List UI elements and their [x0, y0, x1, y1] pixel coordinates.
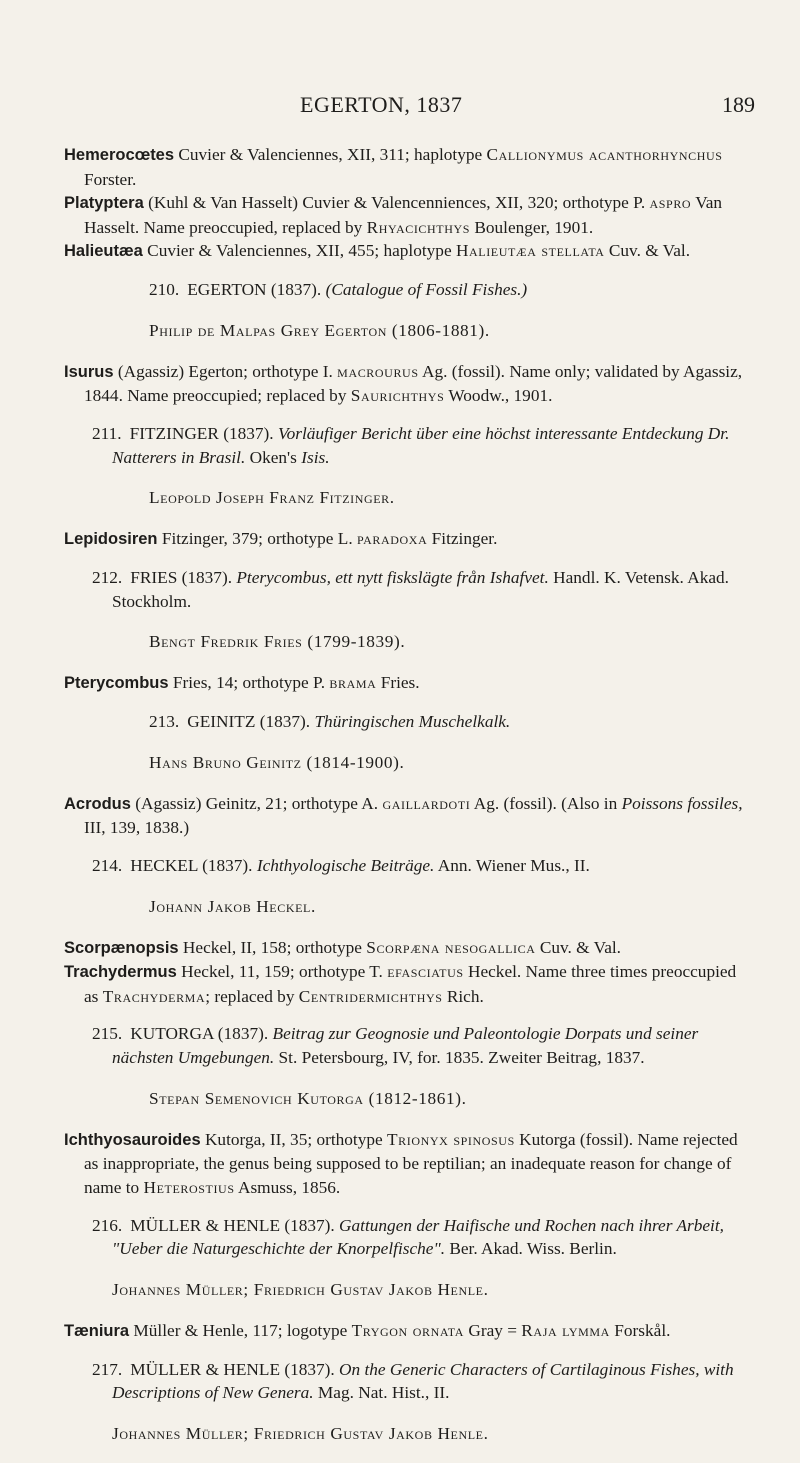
genus-entry-platyptera: Platyptera (Kuhl & Van Hasselt) Cuvier & Valencenniences, XII, 320; orthotype P. aspro Van Hasselt. Name preoccupied, replaced by Rhyacichthys Boulenger, 1901.: [64, 193, 723, 237]
entry-211-author-fullname: Leopold Joseph Franz Fitzinger.: [149, 488, 395, 508]
entry-217-heading: 217. MÜLLER & HENLE (1837). On the Generic Characters of Cartilaginous Fishes, with Descriptions of New Genera. Mag. Nat. Hist., II.: [92, 1359, 734, 1403]
genus-entry-scorpaenopsis: Scorpænopsis Heckel, II, 158; orthotype Scorpæna nesogallica Cuv. & Val.: [64, 937, 621, 957]
genus-entry-pterycombus: Pterycombus Fries, 14; orthotype P. brama Fries.: [64, 673, 420, 693]
entry-214-heading: 214. HECKEL (1837). Ichthyologische Beiträge. Ann. Wiener Mus., II.: [92, 855, 590, 875]
page-body: [64, 143, 750, 1463]
genus-entry-ichthyosauroides: Ichthyosauroides Kutorga, II, 35; orthotype Trionyx spinosus Kutorga (fossil). Name rejected as inappropriate, the genus being supposed to be reptilian; an inadequate reason for change of name to Heterostius Asmuss, 1856.: [64, 1129, 738, 1197]
entry-213-heading: 213. GEINITZ (1837). Thüringischen Muschelkalk.: [149, 711, 511, 731]
page-number: 189: [722, 92, 755, 117]
entry-215-author-fullname: Stepan Semenovich Kutorga (1812-1861).: [149, 1088, 467, 1108]
genus-entry-isurus: Isurus (Agassiz) Egerton; orthotype I. macrourus Ag. (fossil). Name only; validated by Agassiz, 1844. Name preoccupied; replaced by Saurichthys Woodw., 1901.: [64, 361, 743, 406]
genus-entry-trachydermus: Trachydermus Heckel, 11, 159; orthotype T. efasciatus Heckel. Name three times preoccupied as Trachyderma; replaced by Centridermichthys Rich.: [64, 962, 737, 1006]
entry-216-author-fullname: Johannes Müller; Friedrich Gustav Jakob Henle.: [112, 1280, 489, 1300]
entry-210-heading: 210. EGERTON (1837). (Catalogue of Fossil Fishes.): [149, 279, 528, 299]
entry-215-heading: 215. KUTORGA (1837). Beitrag zur Geognosie und Paleontologie Dorpats und seiner nächsten Umgebungen. St. Petersbourg, IV, for. 1835. Zweiter Beitrag, 1837.: [92, 1024, 699, 1067]
genus-entry-lepidosiren: Lepidosiren Fitzinger, 379; orthotype L. paradoxa Fitzinger.: [64, 529, 498, 549]
genus-entry-halieutaea: Halieutæa Cuvier & Valenciennes, XII, 455; haplotype Halieutæa stellata Cuv. & Val.: [64, 241, 691, 261]
entry-210-author-fullname: Philip de Malpas Grey Egerton (1806-1881).: [149, 320, 490, 340]
genus-entry-taeniura: Tæniura Müller & Henle, 117; logotype Trygon ornata Gray = Raja lymma Forskål.: [64, 1320, 671, 1340]
running-head-title: EGERTON, 1837: [300, 92, 463, 117]
entry-216-heading: 216. MÜLLER & HENLE (1837). Gattungen der Haifische und Rochen nach ihrer Arbeit, "Ueber die Naturgeschichte der Knorpelfische". Ber. Akad. Wiss. Berlin.: [92, 1215, 724, 1259]
entry-211-heading: 211. FITZINGER (1837). Vorläufiger Bericht über eine höchst interessante Entdeckung Dr. Natterers in Brasil. Oken's Isis.: [92, 423, 730, 467]
entry-213-author-fullname: Hans Bruno Geinitz (1814-1900).: [149, 752, 405, 772]
entry-214-author-fullname: Johann Jakob Heckel.: [149, 896, 316, 916]
entry-212-heading: 212. FRIES (1837). Pterycombus, ett nytt fiskslägte från Ishafvet. Handl. K. Vetensk. Akad. Stockholm.: [92, 567, 729, 611]
running-head: [0, 92, 800, 122]
entry-217-author-fullname: Johannes Müller; Friedrich Gustav Jakob Henle.: [112, 1424, 489, 1444]
genus-entry-hemerocoetes: Hemerocœtes Cuvier & Valenciennes, XII, 311; haplotype Callionymus acanthorhynchus Forster.: [64, 145, 723, 189]
entry-212-author-fullname: Bengt Fredrik Fries (1799-1839).: [149, 632, 406, 652]
genus-entry-acrodus: Acrodus (Agassiz) Geinitz, 21; orthotype A. gaillardoti Ag. (fossil). (Also in Poissons fossiles, III, 139, 1838.): [64, 793, 743, 838]
